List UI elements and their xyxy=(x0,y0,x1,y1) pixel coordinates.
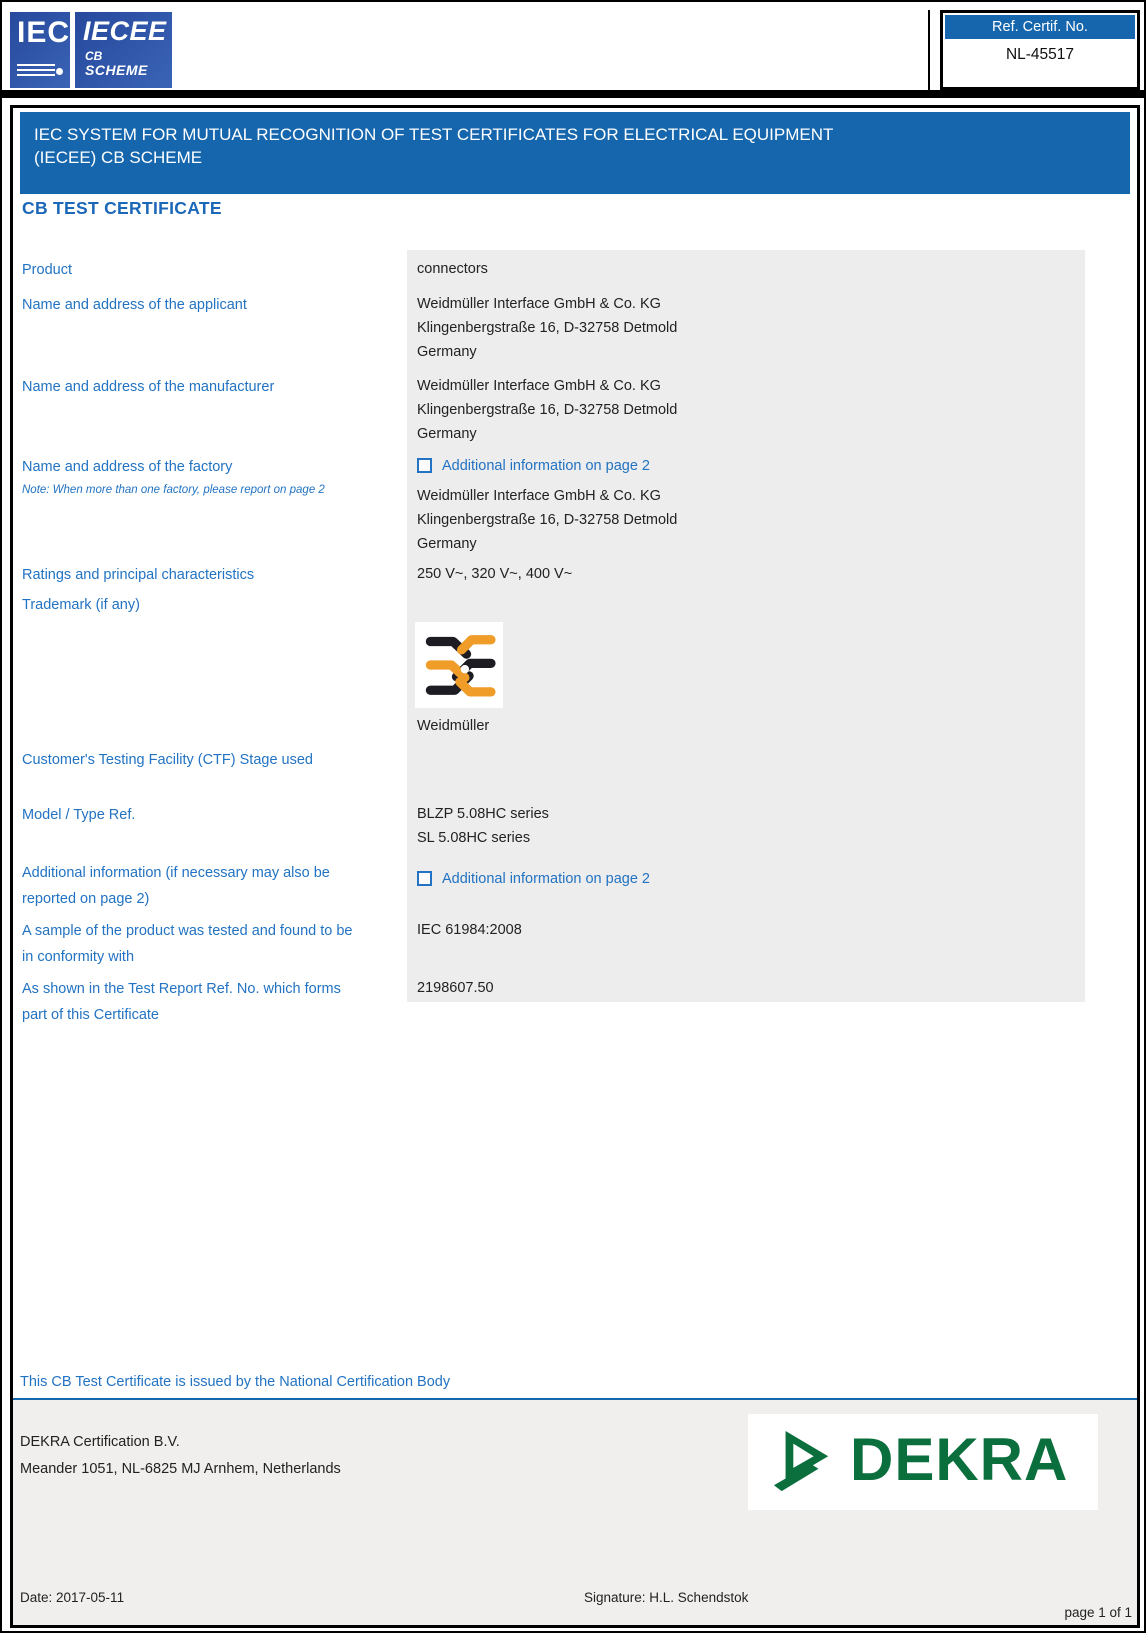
iecee-logo-text: IECEE xyxy=(83,16,167,46)
field-label-model: Model / Type Ref. xyxy=(22,807,136,823)
iec-logo-dot xyxy=(56,68,63,75)
iec-logo-text: IEC xyxy=(17,16,71,49)
field-label-report: As shown in the Test Report Ref. No. which forms part of this Certificate xyxy=(22,981,341,1023)
additional-info-checkbox[interactable] xyxy=(417,871,432,886)
field-label-manufacturer: Name and address of the manufacturer xyxy=(22,379,275,395)
factory-additional-info-label: Additional information on page 2 xyxy=(442,458,650,474)
field-label-applicant: Name and address of the applicant xyxy=(22,297,247,313)
footer-page-number: page 1 of 1 xyxy=(1064,1605,1132,1620)
factory-additional-info-row xyxy=(417,457,650,475)
factory-additional-info-checkbox[interactable] xyxy=(417,458,432,473)
field-value-applicant xyxy=(417,292,677,364)
field-label-sample: A sample of the product was tested and found to be in conformity with xyxy=(22,923,353,965)
applicant-line3: Germany xyxy=(417,344,477,360)
field-value-factory xyxy=(417,484,677,556)
additional-info-row xyxy=(417,870,650,888)
field-label-ctf: Customer's Testing Facility (CTF) Stage used xyxy=(22,752,313,768)
manufacturer-line2: Klingenbergstraße 16, D-32758 Detmold xyxy=(417,402,678,418)
field-label-trademark: Trademark (if any) xyxy=(22,597,140,613)
field-value-report: 2198607.50 xyxy=(417,980,494,996)
field-value-model xyxy=(417,802,549,850)
additional-info-label: Additional information on page 2 xyxy=(442,871,650,887)
field-value-trademark: Weidmüller xyxy=(417,718,490,734)
issuer-statement: This CB Test Certificate is issued by the National Certification Body xyxy=(20,1374,451,1390)
ref-certif-label: Ref. Certif. No. xyxy=(945,15,1135,39)
page-title: CB TEST CERTIFICATE xyxy=(22,198,222,218)
factory-line1: Weidmüller Interface GmbH & Co. KG xyxy=(417,488,661,504)
model-line1: BLZP 5.08HC series xyxy=(417,806,549,822)
iecee-scheme-text: SCHEME xyxy=(85,62,148,78)
iec-logo-lines xyxy=(17,61,55,76)
field-label-ratings: Ratings and principal characteristics xyxy=(22,567,255,583)
weidmueller-logo-box xyxy=(415,622,503,708)
ref-certif-value: NL-45517 xyxy=(1005,46,1075,63)
scheme-banner xyxy=(20,112,1130,194)
footer-date: Date: 2017-05-11 xyxy=(20,1590,125,1605)
field-value-product: connectors xyxy=(417,261,488,277)
header-vertical-divider xyxy=(928,10,930,90)
scheme-banner-line1: IEC SYSTEM FOR MUTUAL RECOGNITION OF TEST CERTIFICATES FOR ELECTRICAL EQUIPMENT xyxy=(34,125,834,144)
field-value-sample: IEC 61984:2008 xyxy=(417,922,522,938)
field-label-factory: Name and address of the factory xyxy=(22,459,233,475)
iecee-logo-cell xyxy=(75,12,172,88)
iec-iecee-logo xyxy=(10,12,172,88)
field-value-ratings: 250 V~, 320 V~, 400 V~ xyxy=(417,566,573,582)
ref-certif-box xyxy=(940,10,1140,90)
factory-line3: Germany xyxy=(417,536,477,552)
dekra-logo-text: DEKRA xyxy=(850,1425,1069,1493)
factory-note: Note: When more than one factory, please report on page 2 xyxy=(22,484,325,496)
header-separator xyxy=(2,90,1144,98)
issuer-name: DEKRA Certification B.V. xyxy=(20,1434,180,1450)
field-value-manufacturer xyxy=(417,374,677,446)
iec-logo-cell xyxy=(10,12,70,88)
dekra-arrow-icon xyxy=(772,1429,834,1495)
applicant-line1: Weidmüller Interface GmbH & Co. KG xyxy=(417,296,661,312)
field-label-product: Product xyxy=(22,262,72,278)
issuer-address: Meander 1051, NL-6825 MJ Arnhem, Netherlands xyxy=(20,1461,341,1477)
factory-line2: Klingenbergstraße 16, D-32758 Detmold xyxy=(417,512,678,528)
manufacturer-line3: Germany xyxy=(417,426,477,442)
weidmueller-logo-icon xyxy=(421,628,497,702)
applicant-line2: Klingenbergstraße 16, D-32758 Detmold xyxy=(417,320,678,336)
scheme-banner-line2: (IECEE) CB SCHEME xyxy=(34,148,203,167)
iecee-cb-text: CB xyxy=(85,49,103,63)
model-line2: SL 5.08HC series xyxy=(417,830,531,846)
footer-signature: Signature: H.L. Schendstok xyxy=(584,1590,749,1605)
field-label-additional: Additional information (if necessary may also be reported on page 2) xyxy=(22,865,330,907)
manufacturer-line1: Weidmüller Interface GmbH & Co. KG xyxy=(417,378,661,394)
dekra-logo-box xyxy=(748,1414,1098,1510)
